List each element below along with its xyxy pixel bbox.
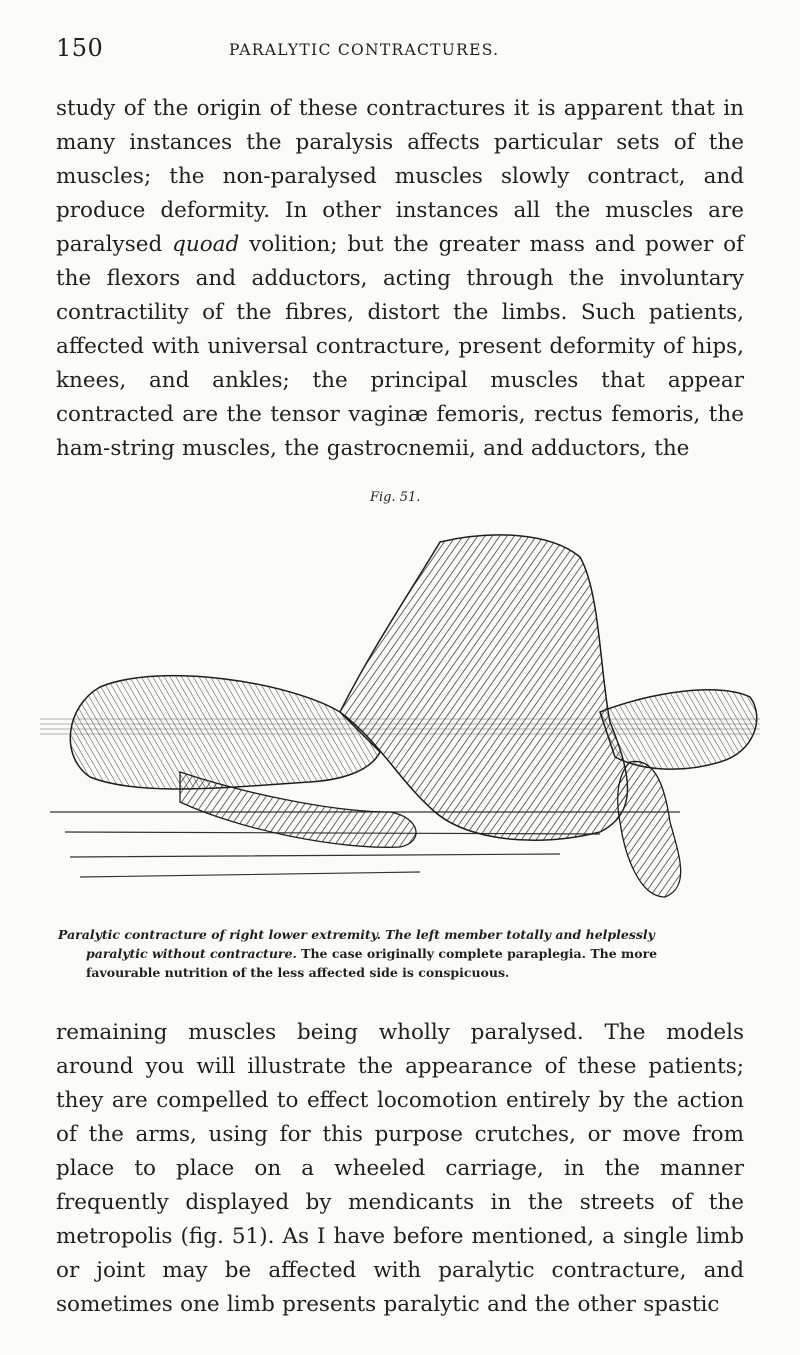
caption-line-2-italic: paralytic without contracture.: [86, 946, 297, 961]
figure-51: [40, 490, 760, 922]
figure-caption: [58, 925, 748, 982]
body-paragraph-bottom: [56, 1016, 744, 1322]
caption-line-3: favourable nutrition of the less affected side is conspicuous.: [86, 965, 510, 980]
left-leg: [70, 676, 380, 789]
text-segment: volition; but the greater mass and power of the flexors and adductors, acting through the involuntary contractility of the fibres, distort the limbs. Such patients, affected with universal contracture, present deformity of hips, knees, and ankles; the principal muscles that appear contracted are the tensor vaginæ femoris, rectus femoris, the ham-string muscles, the gastrocnemii, and adductors, the: [56, 232, 744, 461]
paragraph-text: remaining muscles being wholly paralysed. The models around you will illustrate the appearance of these patients; they are compelled to effect locomotion entirely by the action of the arms, using for this purpose crutches, or move from place to place on a wheeled carriage, in the manner frequently displayed by mendicants in the streets of the metropolis (fig. 51). As I have before mentioned, a single limb or joint may be affected with paralytic contracture, and sometimes one limb presents paralytic and the other spastic: [56, 1020, 744, 1317]
figure-label: Fig. 51.: [370, 490, 421, 505]
caption-line-2: [58, 944, 748, 963]
caption-line-2-rest: The case originally complete paraplegia. The more: [296, 946, 658, 961]
page-header: [56, 34, 756, 74]
italic-term: quoad: [172, 232, 240, 257]
torso: [340, 535, 628, 840]
page-number: 150: [56, 34, 104, 62]
running-head: PARALYTIC CONTRACTURES.: [229, 41, 500, 59]
right-leg: [600, 690, 757, 769]
caption-line-1: Paralytic contracture of right lower extremity. The left member totally and helplessly: [58, 927, 655, 942]
right-foot: [618, 761, 681, 897]
text-segment: study of the origin of these contractures it is apparent that in many instances the paralysis affects particular sets of the muscles; the non-paralysed muscles slowly contract, and produce deformity. In other instances all the muscles are paralysed: [56, 96, 744, 257]
figure-illustration: [40, 512, 760, 917]
paragraph-text: [56, 92, 744, 466]
body-paragraph-top: [56, 92, 744, 466]
